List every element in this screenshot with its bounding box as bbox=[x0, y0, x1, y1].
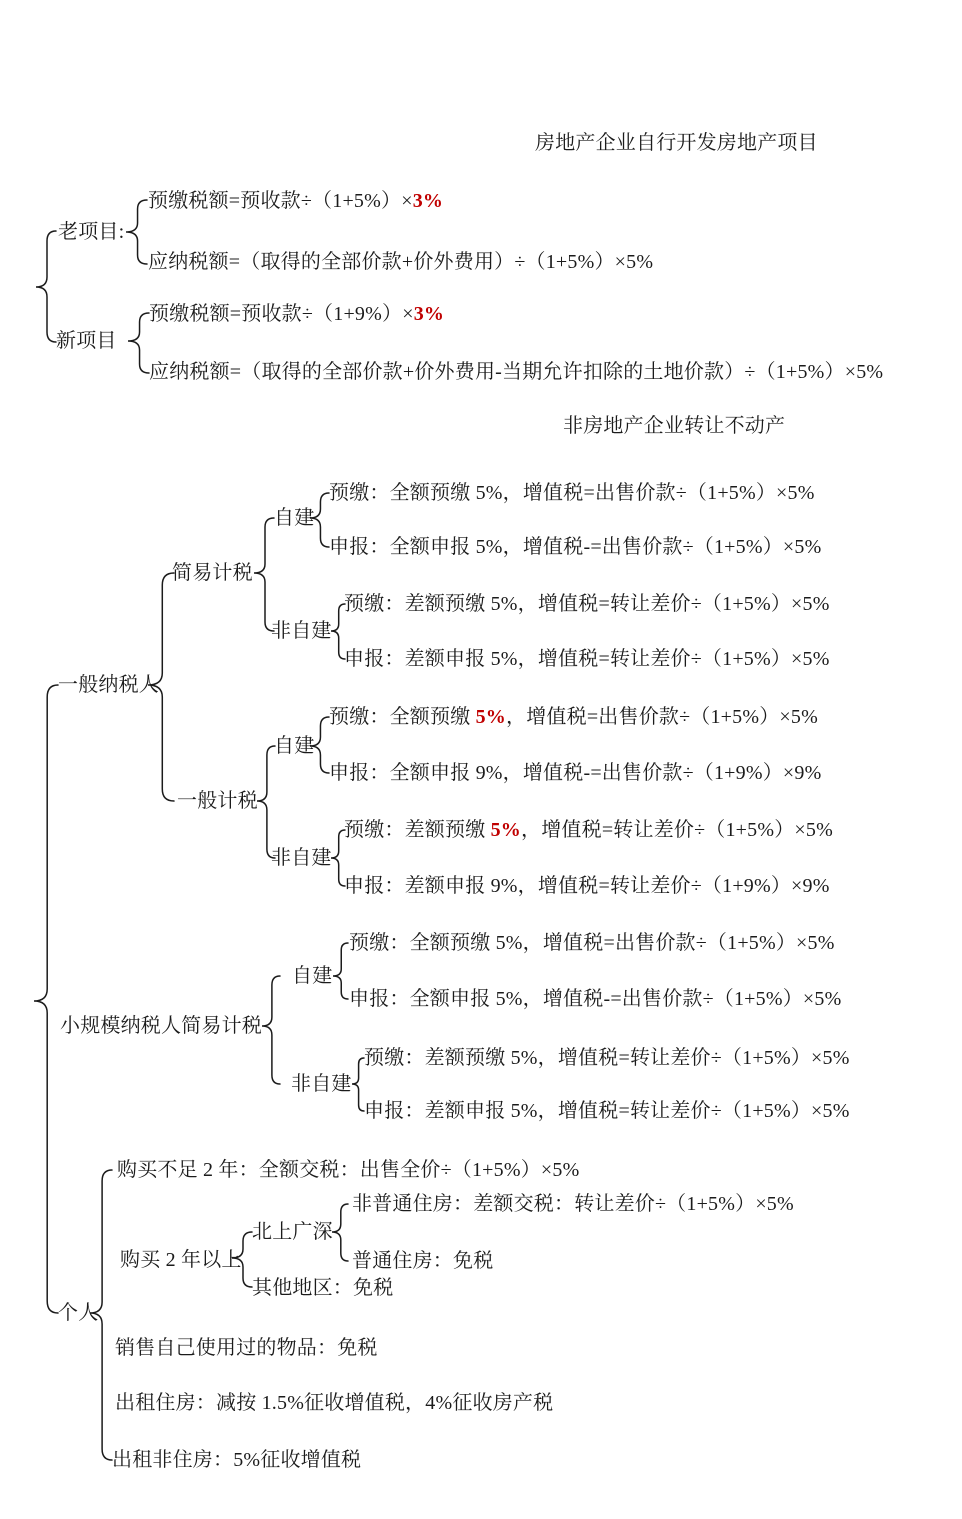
old-project-payable-formula: 应纳税额=（取得的全部价款+价外费用）÷（1+5%）×5% bbox=[148, 251, 654, 273]
individual-under2years: 购买不足 2 年：全额交税：出售全价÷（1+5%）×5% bbox=[117, 1159, 580, 1181]
simple-selfbuilt-declare: 申报：全额申报 5%，增值税-=出售价款÷（1+5%）×5% bbox=[329, 536, 822, 558]
title-self-developed-projects: 房地产企业自行开发房地产项目 bbox=[535, 132, 818, 154]
small-scale-label: 小规模纳税人简易计税 bbox=[60, 1015, 262, 1037]
new-project-prepay-formula: 预缴税额=预收款÷（1+9%）×3% bbox=[149, 303, 445, 325]
simple-nonselfbuilt-label: 非自建 bbox=[271, 620, 332, 642]
individual-label: 个人 bbox=[58, 1302, 99, 1324]
old-project-prepay-formula: 预缴税额=预收款÷（1+5%）×3% bbox=[148, 190, 444, 212]
brace-small-scale bbox=[262, 976, 280, 1084]
highlighted-rate: 3% bbox=[413, 303, 445, 325]
simple-nonselfbuilt-prepay: 预缴：差额预缴 5%，增值税=转让差价÷（1+5%）×5% bbox=[344, 593, 830, 615]
title-non-realestate-transfer: 非房地产企业转让不动产 bbox=[563, 415, 786, 437]
tier1-cities-label: 北上广深 bbox=[252, 1221, 333, 1243]
smallscale-selfbuilt-prepay: 预缴：全额预缴 5%，增值税=出售价款÷（1+5%）×5% bbox=[349, 932, 835, 954]
brace-section2-root bbox=[34, 685, 58, 1313]
brace-general-nonselfbuilt bbox=[331, 830, 345, 886]
brace-simple-method bbox=[254, 518, 274, 631]
new-project-payable-formula: 应纳税额=（取得的全部价款+价外费用-当期允许扣除的土地价款）÷（1+5%）×5% bbox=[149, 361, 884, 383]
rent-non-housing: 出租非住房：5%征收增值税 bbox=[112, 1449, 362, 1471]
highlighted-rate: 5% bbox=[490, 819, 522, 841]
simple-selfbuilt-prepay: 预缴：全额预缴 5%，增值税=出售价款÷（1+5%）×5% bbox=[329, 482, 815, 504]
brace-simple-nonselfbuilt bbox=[331, 604, 345, 659]
simple-nonselfbuilt-declare: 申报：差额申报 5%，增值税=转让差价÷（1+5%）×5% bbox=[344, 648, 830, 670]
rent-housing: 出租住房：减按 1.5%征收增值税，4%征收房产税 bbox=[115, 1392, 554, 1414]
used-goods: 销售自己使用过的物品：免税 bbox=[115, 1337, 378, 1359]
brace-section1-root bbox=[36, 231, 56, 342]
smallscale-nonselfbuilt-declare: 申报：差额申报 5%，增值税=转让差价÷（1+5%）×5% bbox=[364, 1100, 850, 1122]
highlighted-rate: 3% bbox=[412, 190, 444, 212]
brace-smallscale-selfbuilt bbox=[333, 943, 348, 999]
smallscale-selfbuilt-label: 自建 bbox=[292, 965, 333, 987]
highlighted-rate: 5% bbox=[475, 706, 507, 728]
smallscale-selfbuilt-declare: 申报：全额申报 5%，增值税-=出售价款÷（1+5%）×5% bbox=[349, 988, 842, 1010]
smallscale-nonselfbuilt-label: 非自建 bbox=[291, 1073, 352, 1095]
general-selfbuilt-declare: 申报：全额申报 9%，增值税-=出售价款÷（1+9%）×9% bbox=[329, 762, 822, 784]
brace-smallscale-nonselfbuilt bbox=[352, 1058, 364, 1111]
general-selfbuilt-prepay: 预缴：全额预缴 5%，增值税=出售价款÷（1+5%）×5% bbox=[329, 706, 818, 728]
individual-over2years-label: 购买 2 年以上 bbox=[120, 1249, 242, 1271]
general-nonselfbuilt-label: 非自建 bbox=[271, 847, 332, 869]
general-nonselfbuilt-prepay: 预缴：差额预缴 5%，增值税=转让差价÷（1+5%）×5% bbox=[344, 819, 833, 841]
simple-selfbuilt-label: 自建 bbox=[274, 507, 315, 529]
general-taxpayer-label: 一般纳税人 bbox=[58, 674, 159, 696]
brace-new-project bbox=[128, 313, 149, 373]
old-project-label: 老项目: bbox=[58, 221, 125, 243]
smallscale-nonselfbuilt-prepay: 预缴：差额预缴 5%，增值税=转让差价÷（1+5%）×5% bbox=[364, 1047, 850, 1069]
tier1-ordinary-housing: 普通住房：免税 bbox=[352, 1250, 494, 1272]
new-project-label: 新项目 bbox=[56, 330, 117, 352]
simple-method-label: 简易计税 bbox=[172, 562, 253, 584]
other-regions: 其他地区：免税 bbox=[252, 1277, 394, 1299]
general-method-label: 一般计税 bbox=[177, 790, 258, 812]
brace-general-method bbox=[257, 746, 275, 858]
tier1-non-ordinary-housing: 非普通住房：差额交税：转让差价÷（1+5%）×5% bbox=[352, 1193, 794, 1215]
general-nonselfbuilt-declare: 申报：差额申报 9%，增值税=转让差价÷（1+9%）×9% bbox=[344, 875, 830, 897]
brace-tier1-cities bbox=[332, 1204, 348, 1261]
general-selfbuilt-label: 自建 bbox=[274, 735, 315, 757]
brace-old-project bbox=[126, 200, 147, 264]
